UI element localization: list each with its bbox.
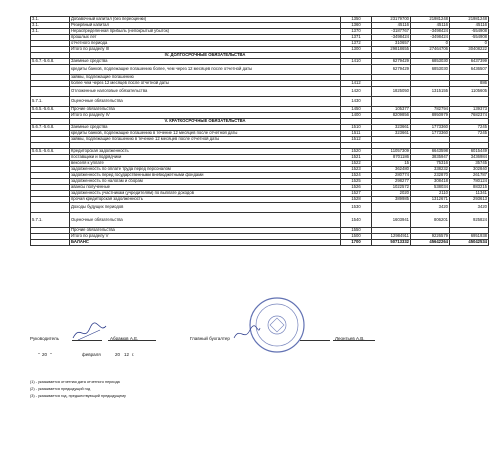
value-prev-cell: -3498424 — [411, 35, 450, 41]
value-prev-cell: 8950979 — [411, 113, 450, 119]
code-cell: 1500 — [341, 234, 372, 240]
accountant-name: Леонтьев А.В. — [335, 336, 365, 341]
balance-table — [30, 16, 489, 246]
value-prev2-cell: 6436507 — [450, 65, 489, 75]
value-prev2-cell: 293613 — [450, 197, 489, 203]
value-current-cell: 23179700 — [372, 17, 411, 23]
value-prev-cell: 45116 — [411, 23, 450, 29]
note-cell — [31, 240, 70, 246]
date-day: 20 — [42, 352, 48, 357]
date-quote-open: " — [38, 352, 40, 357]
value-current-cell: 389985 — [372, 197, 411, 203]
value-prev2-cell: 45116 — [450, 23, 489, 29]
value-prev2-cell: 0 — [450, 41, 489, 47]
code-cell: 1525 — [341, 179, 372, 185]
name-cell: Нераспределенная прибыль (непокрытый убыток) — [70, 29, 341, 35]
name-cell: Прочие обязательства — [70, 107, 341, 113]
name-cell: кредиты банков, подлежащие погашению более, чем через 12 месяцев после отчетной даты — [70, 65, 341, 75]
value-current-cell: 6279429 — [372, 65, 411, 75]
name-cell: Заемные средства — [70, 125, 341, 131]
code-cell: 1430 — [341, 97, 372, 107]
value-prev2-cell: -554908 — [450, 29, 489, 35]
name-cell: Оценочные обязательства — [70, 213, 341, 228]
value-prev2-cell: 7245 — [450, 125, 489, 131]
name-cell: Итого по разделу IV — [70, 113, 341, 119]
value-prev-cell: 45642264 — [411, 240, 450, 246]
name-cell: векселя к уплате — [70, 161, 341, 167]
table-row — [31, 87, 489, 97]
note-cell: 5.6.5.-5.6.6. — [31, 107, 70, 113]
value-prev-cell: 6643598 — [411, 149, 450, 155]
table-row — [31, 97, 489, 107]
value-prev2-cell: 1105605 — [450, 87, 489, 97]
name-cell: Прочие обязательства — [70, 228, 341, 234]
value-current-cell: 105377 — [372, 107, 411, 113]
footnote-3: (3) - указывается год, предшествующий предыдущему — [30, 394, 126, 398]
value-prev2-cell: 21981248 — [450, 17, 489, 23]
value-prev-cell: 6853030 — [411, 65, 450, 75]
note-cell: 3.1. — [31, 29, 70, 35]
code-cell: 1522 — [341, 161, 372, 167]
value-prev2-cell: 6437399 — [450, 59, 489, 65]
code-cell: 1512 — [341, 137, 372, 143]
value-current-cell: 1603941 — [372, 213, 411, 228]
value-prev-cell: 782794 — [411, 107, 450, 113]
code-cell: 1540 — [341, 213, 372, 228]
code-cell: 1527 — [341, 191, 372, 197]
date-month: февраля — [82, 352, 101, 357]
value-prev-cell: 0 — [411, 41, 450, 47]
value-current-cell: 298277 — [372, 179, 411, 185]
code-cell: 1350 — [341, 17, 372, 23]
value-current-cell: 8209856 — [372, 113, 411, 119]
value-current-cell: 1022572 — [372, 185, 411, 191]
name-cell: более чем через 12 месяцев после отчетной даты — [70, 81, 341, 87]
date-year-prefix: 20 — [115, 352, 121, 357]
value-prev2-cell: 6951938 — [450, 234, 489, 240]
note-cell: 3.1. — [31, 17, 70, 23]
value-prev2-cell — [450, 97, 489, 107]
value-prev-cell — [411, 97, 450, 107]
name-cell: кредиты банков, подлежащие погашению в течение 12 месяцев после отчетной даты — [70, 131, 341, 137]
code-cell: 1400 — [341, 113, 372, 119]
name-cell: авансы полученные — [70, 185, 341, 191]
note-cell — [31, 203, 70, 213]
code-cell: 1523 — [341, 167, 372, 173]
name-cell: задолженность перед государственными внебюджетными фондами — [70, 173, 341, 179]
head-signature-mark — [70, 320, 110, 344]
value-prev2-cell: 30408222 — [450, 47, 489, 53]
name-cell: задолженность по налогам и сборам — [70, 179, 341, 185]
name-cell: Добавочный капитал (без переоценки) — [70, 17, 341, 23]
note-cell: 5.6.7.-5.6.8. — [31, 125, 70, 131]
code-cell: 1410 — [341, 59, 372, 65]
accountant-label: Главный бухгалтер — [190, 336, 230, 341]
value-prev-cell: 27464706 — [411, 47, 450, 53]
value-current-cell: 45116 — [372, 23, 411, 29]
name-cell: поставщики и подрядчики — [70, 155, 341, 161]
value-prev2-cell: 45042534 — [450, 240, 489, 246]
name-cell: V. КРАТКОСРОЧНЫЕ ОБЯЗАТЕЛЬСТВА — [70, 119, 341, 125]
name-cell: Заемные средства — [70, 59, 341, 65]
value-prev2-cell: 3436984 — [450, 155, 489, 161]
head-label: Руководитель — [30, 336, 59, 341]
balance-table-body — [31, 17, 489, 246]
value-prev-cell: 3835947 — [411, 155, 450, 161]
value-prev2-cell: 780124 — [450, 179, 489, 185]
value-prev-cell: 806201 — [411, 213, 450, 228]
value-prev-cell: 1773360 — [411, 125, 450, 131]
value-prev-cell: 9226579 — [411, 234, 450, 240]
head-name: Абрамов А.Е. — [110, 336, 139, 341]
footnote-2: (2) - указывается предыдущий год — [30, 387, 91, 391]
code-cell: 1530 — [341, 203, 372, 213]
value-prev2-cell: 302840 — [450, 167, 489, 173]
code-cell: 1510 — [341, 125, 372, 131]
value-prev2-cell: 886 — [450, 81, 489, 87]
value-current-cell: 310657 — [372, 41, 411, 47]
name-cell: Доходы будущих периодов — [70, 203, 341, 213]
code-cell: 1412 — [341, 81, 372, 87]
value-current-cell: 11057309 — [372, 149, 411, 155]
value-current-cell: 50713332 — [372, 240, 411, 246]
value-prev-cell: 6853030 — [411, 59, 450, 65]
name-cell: Итого по разделу V — [70, 234, 341, 240]
name-cell: займы, подлежащие погашению в течение 12 месяцев после отчетной даты — [70, 137, 341, 143]
code-cell: 1528 — [341, 197, 372, 203]
code-cell: 1450 — [341, 107, 372, 113]
name-cell: Отложенные налоговые обязательства — [70, 87, 341, 97]
code-cell — [341, 65, 372, 75]
code-cell: 1370 — [341, 29, 372, 35]
table-row — [31, 213, 489, 228]
value-prev2-cell: 261787 — [450, 173, 489, 179]
code-cell: 1521 — [341, 155, 372, 161]
value-prev-cell: -3498424 — [411, 29, 450, 35]
value-current-cell: 323661 — [372, 125, 411, 131]
name-cell: БАЛАНС — [70, 240, 341, 246]
value-prev2-cell: 925824 — [450, 213, 489, 228]
value-current-cell: 323661 — [372, 131, 411, 137]
value-prev2-cell: 139373 — [450, 107, 489, 113]
value-prev-cell: 1312671 — [411, 197, 450, 203]
value-prev-cell: 338232 — [411, 167, 450, 173]
note-cell — [31, 65, 70, 75]
name-cell: Кредиторская задолженность — [70, 149, 341, 155]
note-cell: 5.6.5.-5.6.6. — [31, 149, 70, 155]
value-current-cell: 15 — [372, 161, 411, 167]
value-prev2-cell: 3420 — [450, 203, 489, 213]
code-cell: 1550 — [341, 228, 372, 234]
code-cell: 1524 — [341, 173, 372, 179]
name-cell: займы, подлежащие погашению — [70, 75, 341, 81]
table-row — [31, 240, 489, 246]
value-prev-cell: 3420 — [411, 203, 450, 213]
date-year-suffix: г. — [132, 352, 135, 357]
name-cell: Итого по разделу III — [70, 47, 341, 53]
name-cell: прошлых лет — [70, 35, 341, 41]
value-current-cell — [372, 203, 411, 213]
value-current-cell: 6279429 — [372, 59, 411, 65]
value-current-cell: 12984911 — [372, 234, 411, 240]
note-cell: 3.1. — [31, 23, 70, 29]
table-row — [31, 203, 489, 213]
accountant-name-line — [333, 340, 375, 341]
name-cell: IV. ДОЛГОСРОЧНЫЕ ОБЯЗАТЕЛЬСТВА — [70, 53, 341, 59]
value-prev-cell: 538034 — [411, 185, 450, 191]
value-prev2-cell: 6015449 — [450, 149, 489, 155]
value-current-cell: -3187767 — [372, 29, 411, 35]
value-prev-cell: 75316 — [411, 161, 450, 167]
value-prev-cell: 1315155 — [411, 87, 450, 97]
code-cell: 1371 — [341, 35, 372, 41]
note-cell: 5.7.1. — [31, 97, 70, 107]
code-cell: 1420 — [341, 87, 372, 97]
value-prev2-cell: 883215 — [450, 185, 489, 191]
value-prev2-cell: -554908 — [450, 35, 489, 41]
value-current-cell: 1825050 — [372, 87, 411, 97]
table-row — [31, 65, 489, 75]
value-current-cell: 29818655 — [372, 47, 411, 53]
value-prev-cell: 21981248 — [411, 17, 450, 23]
note-cell: 5.7.1. — [31, 213, 70, 228]
value-prev2-cell: 7245 — [450, 131, 489, 137]
value-current-cell: 2020 — [372, 191, 411, 197]
value-prev-cell: 1773360 — [411, 131, 450, 137]
value-current-cell: 280774 — [372, 173, 411, 179]
name-cell: отчетного периода — [70, 41, 341, 47]
value-prev-cell: 232870 — [411, 173, 450, 179]
value-current-cell — [372, 97, 411, 107]
code-cell: 1526 — [341, 185, 372, 191]
footnote-1: (1) - указывается отчетная дата отчетного периода — [30, 380, 120, 384]
code-cell: 1300 — [341, 47, 372, 53]
value-current-cell: 362480 — [372, 167, 411, 173]
value-current-cell: -3498424 — [372, 35, 411, 41]
name-cell: задолженность участникам (учредителям) по выплате доходов — [70, 191, 341, 197]
note-cell: 5.6.7.-5.6.8. — [31, 59, 70, 65]
value-prev-cell: 2110 — [411, 191, 450, 197]
code-cell: 1360 — [341, 23, 372, 29]
code-cell: 1520 — [341, 149, 372, 155]
head-name-line — [108, 340, 156, 341]
code-cell: 1700 — [341, 240, 372, 246]
value-prev2-cell: 35745 — [450, 161, 489, 167]
value-prev2-cell: 7682374 — [450, 113, 489, 119]
company-stamp — [248, 296, 306, 354]
note-cell — [31, 87, 70, 97]
name-cell: Оценочные обязательства — [70, 97, 341, 107]
code-cell: 1372 — [341, 41, 372, 47]
name-cell: задолженность по оплате труда перед персоналом — [70, 167, 341, 173]
value-prev2-cell: 11341 — [450, 191, 489, 197]
code-cell: 1511 — [341, 131, 372, 137]
value-prev-cell: 308418 — [411, 179, 450, 185]
name-cell: Резервный капитал — [70, 23, 341, 29]
value-current-cell: 8701186 — [372, 155, 411, 161]
name-cell: прочая кредиторская задолженность — [70, 197, 341, 203]
date-year: 12 — [124, 352, 130, 357]
date-quote-close: " — [50, 352, 52, 357]
